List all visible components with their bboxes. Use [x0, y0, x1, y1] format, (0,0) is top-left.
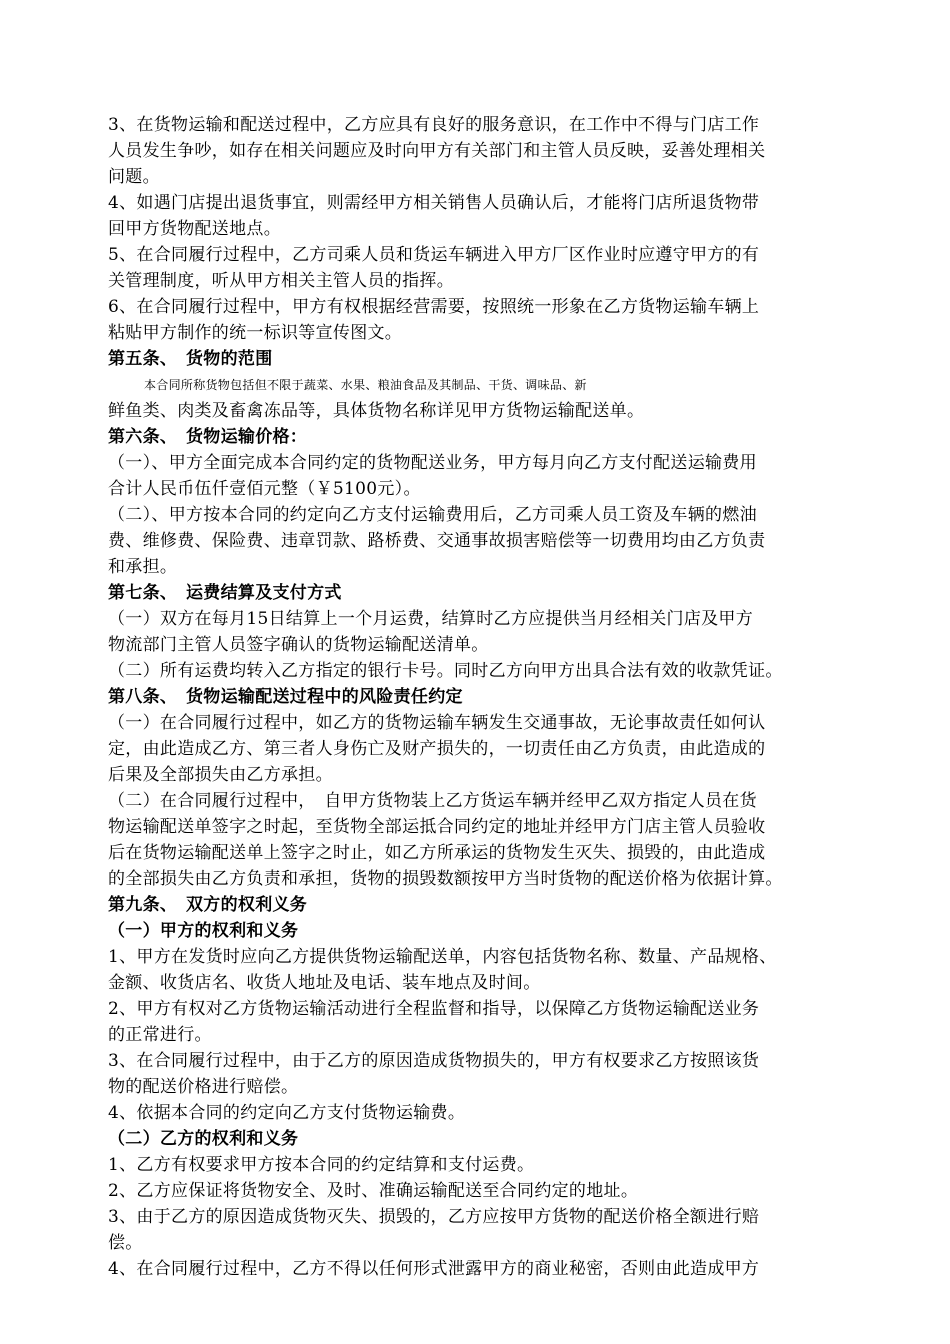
section-heading: （一）甲方的权利和义务 — [108, 921, 299, 941]
section-heading: 第八条、 货物运输配送过程中的风险责任约定 — [108, 687, 463, 707]
section-heading: 第六条、 货物运输价格： — [108, 427, 308, 447]
paragraph-line: 费、维修费、保险费、违章罚款、路桥费、交通事故损害赔偿等一切费用均由乙方负责 — [108, 531, 766, 551]
paragraph-line: 1、乙方有权要求甲方按本合同的约定结算和支付运费。 — [108, 1155, 535, 1175]
paragraph-line: （二）在合同履行过程中， 自甲方货物装上乙方货运车辆并经甲乙双方指定人员在货 — [108, 791, 757, 811]
section-heading: 第九条、 双方的权利义务 — [108, 895, 308, 915]
section-heading: 第五条、 货物的范围 — [108, 349, 273, 369]
paragraph-line: （二）、甲方按本合同的约定向乙方支付运输费用后，乙方司乘人员工资及车辆的燃油 — [108, 505, 757, 525]
contract-text-body — [108, 112, 858, 1282]
paragraph-line: 5、在合同履行过程中，乙方司乘人员和货运车辆进入甲方厂区作业时应遵守甲方的有 — [108, 245, 760, 265]
paragraph-line: 回甲方货物配送地点。 — [108, 219, 281, 239]
paragraph-line: 3、由于乙方的原因造成货物灭失、损毁的，乙方应按甲方货物的配送价格全额进行赔 — [108, 1207, 760, 1227]
paragraph-line: 本合同所称货物包括但不限于蔬菜、水果、粮油食品及其制品、干货、调味品、新 — [144, 378, 587, 392]
paragraph-line: 人员发生争吵，如存在相关问题应及时向甲方有关部门和主管人员反映，妥善处理相关 — [108, 141, 766, 161]
paragraph-line: 2、甲方有权对乙方货物运输活动进行全程监督和指导，以保障乙方货物运输配送业务 — [108, 999, 760, 1019]
paragraph-line: 鲜鱼类、肉类及畜禽冻品等，具体货物名称详见甲方货物运输配送单。 — [108, 401, 645, 421]
paragraph-line: 定，由此造成乙方、第三者人身伤亡及财产损失的，一切责任由乙方负责，由此造成的 — [108, 739, 766, 759]
paragraph-line: 偿。 — [108, 1233, 143, 1253]
paragraph-line: 物运输配送单签字之时起，至货物全部运抵合同约定的地址并经甲方门店主管人员验收 — [108, 817, 766, 837]
paragraph-line: 4、依据本合同的约定向乙方支付货物运输费。 — [108, 1103, 466, 1123]
paragraph-line: （一）在合同履行过程中，如乙方的货物运输车辆发生交通事故，无论事故责任如何认 — [108, 713, 766, 733]
paragraph-line: 粘贴甲方制作的统一标识等宣传图文。 — [108, 323, 403, 343]
section-heading: 第七条、 运费结算及支付方式 — [108, 583, 342, 603]
paragraph-line: （一）双方在每月15日结算上一个月运费，结算时乙方应提供当月经相关门店及甲方 — [108, 609, 754, 629]
paragraph-line: 关管理制度，听从甲方相关主管人员的指挥。 — [108, 271, 454, 291]
paragraph-line: 后果及全部损失由乙方承担。 — [108, 765, 333, 785]
paragraph-line: 物流部门主管人员签字确认的货物运输配送清单。 — [108, 635, 489, 655]
paragraph-line: 4、在合同履行过程中，乙方不得以任何形式泄露甲方的商业秘密，否则由此造成甲方 — [108, 1259, 760, 1279]
section-heading: （二）乙方的权利和义务 — [108, 1129, 299, 1149]
paragraph-line: 3、在货物运输和配送过程中，乙方应具有良好的服务意识，在工作中不得与门店工作 — [108, 115, 760, 135]
paragraph-line: 6、在合同履行过程中，甲方有权根据经营需要，按照统一形象在乙方货物运输车辆上 — [108, 297, 760, 317]
paragraph-line: 物的配送价格进行赔偿。 — [108, 1077, 299, 1097]
paragraph-line: 的全部损失由乙方负责和承担，货物的损毁数额按甲方当时货物的配送价格为依据计算。 — [108, 869, 783, 889]
paragraph-line: 后在货物运输配送单上签字之时止，如乙方所承运的货物发生灭失、损毁的，由此造成 — [108, 843, 766, 863]
paragraph-line: 1、甲方在发货时应向乙方提供货物运输配送单，内容包括货物名称、数量、产品规格、 — [108, 947, 777, 967]
paragraph-line: （二）所有运费均转入乙方指定的银行卡号。同时乙方向甲方出具合法有效的收款凭证。 — [108, 661, 783, 681]
paragraph-line: （一）、甲方全面完成本合同约定的货物配送业务，甲方每月向乙方支付配送运输费用 — [108, 453, 757, 473]
paragraph-line: 4、如遇门店提出退货事宜，则需经甲方相关销售人员确认后，才能将门店所退货物带 — [108, 193, 760, 213]
paragraph-line: 问题。 — [108, 167, 160, 187]
paragraph-line: 和承担。 — [108, 557, 178, 577]
paragraph-line: 的正常进行。 — [108, 1025, 212, 1045]
paragraph-line: 3、在合同履行过程中，由于乙方的原因造成货物损失的，甲方有权要求乙方按照该货 — [108, 1051, 760, 1071]
paragraph-line: 合计人民币伍仟壹佰元整（￥5100元）。 — [108, 479, 421, 499]
paragraph-line: 金额、收货店名、收货人地址及电话、装车地点及时间。 — [108, 973, 541, 993]
paragraph-line: 2、乙方应保证将货物安全、及时、准确运输配送至合同约定的地址。 — [108, 1181, 639, 1201]
